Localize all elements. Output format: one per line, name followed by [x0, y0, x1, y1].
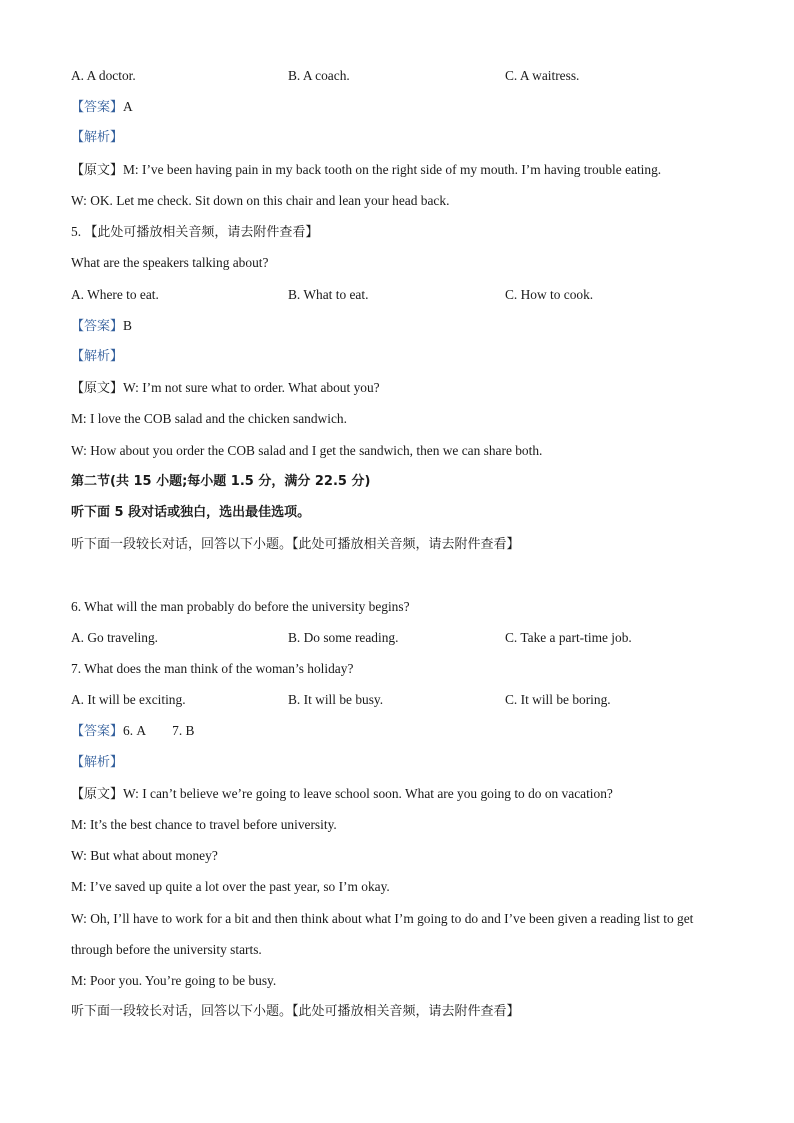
answer-value: 6. A 7. B [123, 723, 195, 738]
q4-answer [71, 98, 133, 117]
script-text: W: I can’t believe we’re going to leave school soon. What are you going to do on vacation? [123, 786, 613, 801]
q7-option-a: A. It will be exciting. [71, 692, 186, 707]
q67-script-line-2: M: It’s the best chance to travel before university. [71, 817, 337, 832]
answer-value: B [123, 318, 132, 333]
q4-option-b: B. A coach. [288, 68, 350, 83]
q67-script-line-1 [71, 785, 613, 804]
answer-tag: 【答案】 [71, 724, 124, 739]
answer-tag: 【答案】 [71, 319, 124, 334]
answer-tag: 【答案】 [71, 100, 124, 115]
q7-option-c: C. It will be boring. [505, 692, 611, 707]
q67-script-line-3: W: But what about money? [71, 848, 218, 863]
q5-script-line-3: W: How about you order the COB salad and I get the sandwich, then we can share both. [71, 443, 543, 458]
q6-option-c: C. Take a part-time job. [505, 630, 632, 645]
q5-option-b: B. What to eat. [288, 287, 369, 302]
script-tag: 【原文】 [71, 163, 124, 178]
audio-note: 【此处可播放相关音频，请去附件查看】 [84, 225, 319, 240]
answer-value: A [123, 99, 133, 114]
q6-option-a: A. Go traveling. [71, 630, 159, 645]
q5-question: What are the speakers talking about? [71, 255, 269, 270]
q4-analysis-tag: 【解析】 [71, 130, 124, 145]
q6-option-b: B. Do some reading. [288, 630, 399, 645]
section2-instruction: 听下面 5 段对话或独白，选出最佳选项。 [71, 505, 311, 520]
q5-option-a: A. Where to eat. [71, 287, 159, 302]
q5-option-c: C. How to cook. [505, 287, 594, 302]
script-text: W: I’m not sure what to order. What about you? [123, 380, 380, 395]
q67-script-line-6: through before the university starts. [71, 942, 262, 957]
section2-heading: 第二节(共 15 小题;每小题 1.5 分，满分 22.5 分) [71, 474, 371, 489]
script-tag: 【原文】 [71, 787, 124, 802]
q7-question: 7. What does the man think of the woman’s holiday? [71, 661, 354, 676]
q4-script-line-2: W: OK. Let me check. Sit down on this chair and lean your head back. [71, 193, 450, 208]
q5-analysis-tag: 【解析】 [71, 349, 124, 364]
q5-script-line-1 [71, 379, 380, 398]
q7-option-b: B. It will be busy. [288, 692, 384, 707]
q5-number: 5. [71, 224, 82, 239]
section2-audio-intro: 听下面一段较长对话，回答以下小题。【此处可播放相关音频，请去附件查看】 [71, 537, 520, 552]
script-text: M: I’ve been having pain in my back tooth on the right side of my mouth. I’m having trouble eating. [123, 162, 662, 177]
script-tag: 【原文】 [71, 381, 124, 396]
q4-script-line-1 [71, 161, 661, 180]
q4-option-c: C. A waitress. [505, 68, 580, 83]
q5-script-line-2: M: I love the COB salad and the chicken sandwich. [71, 411, 347, 426]
q67-answer [71, 722, 194, 741]
q4-option-a: A. A doctor. [71, 68, 136, 83]
next-audio-intro: 听下面一段较长对话，回答以下小题。【此处可播放相关音频，请去附件查看】 [71, 1004, 520, 1019]
q5-header [71, 223, 318, 242]
q67-analysis-tag: 【解析】 [71, 755, 124, 770]
q67-script-line-7: M: Poor you. You’re going to be busy. [71, 973, 277, 988]
q5-answer [71, 317, 132, 336]
q6-question: 6. What will the man probably do before the university begins? [71, 599, 410, 614]
q67-script-line-5: W: Oh, I’ll have to work for a bit and then think about what I’m going to do and I’ve been given a reading list to get [71, 911, 694, 926]
q67-script-line-4: M: I’ve saved up quite a lot over the past year, so I’m okay. [71, 879, 390, 894]
